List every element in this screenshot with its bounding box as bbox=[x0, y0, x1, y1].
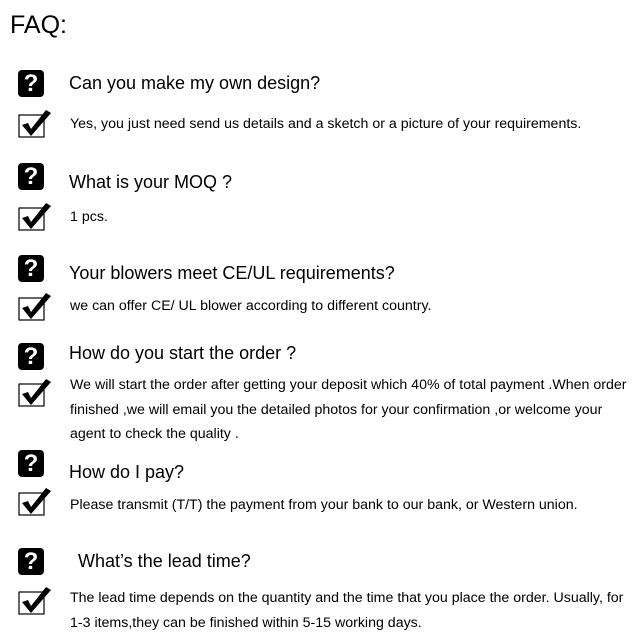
question-box-icon: ? bbox=[18, 450, 44, 477]
faq-answer-3: we can offer CE/ UL blower according to different country. bbox=[70, 298, 432, 314]
question-box-icon: ? bbox=[18, 548, 44, 575]
checkbox-check-icon bbox=[18, 585, 52, 615]
faq-question-3: Your blowers meet CE/UL requirements? bbox=[69, 263, 395, 283]
faq-answer-4: We will start the order after getting your deposit which 40% of total payment .When order finished ,we will email you the detailed photos for your confirmation ,or welcome your agent to check the quality . bbox=[70, 377, 627, 442]
question-box-icon: ? bbox=[18, 163, 44, 190]
checkbox-check-icon bbox=[18, 108, 52, 138]
checkbox-check-icon bbox=[18, 201, 52, 231]
faq-answer-6: The lead time depends on the quantity and the time that you place the order. Usually, for 1-3 items,they can be finished within 5-15 working days. bbox=[70, 590, 624, 631]
faq-answer-5: Please transmit (T/T) the payment from your bank to our bank, or Western union. bbox=[70, 497, 578, 513]
checkbox-check-icon bbox=[18, 486, 52, 516]
checkbox-check-icon bbox=[18, 291, 52, 321]
faq-question-2: What is your MOQ ? bbox=[69, 172, 233, 192]
checkbox-check-icon bbox=[18, 377, 52, 407]
faq-question-6: What’s the lead time? bbox=[78, 551, 251, 571]
question-box-icon: ? bbox=[18, 343, 44, 370]
faq-question-4: How do you start the order ? bbox=[69, 343, 297, 363]
faq-question-5: How do I pay? bbox=[69, 462, 185, 482]
question-box-icon: ? bbox=[18, 255, 44, 282]
question-box-icon: ? bbox=[18, 70, 44, 97]
page-title: FAQ: bbox=[10, 11, 67, 39]
faq-answer-2: 1 pcs. bbox=[70, 209, 108, 225]
faq-answer-1: Yes, you just need send us details and a sketch or a picture of your requirements. bbox=[70, 116, 582, 132]
faq-question-1: Can you make my own design? bbox=[69, 73, 321, 93]
